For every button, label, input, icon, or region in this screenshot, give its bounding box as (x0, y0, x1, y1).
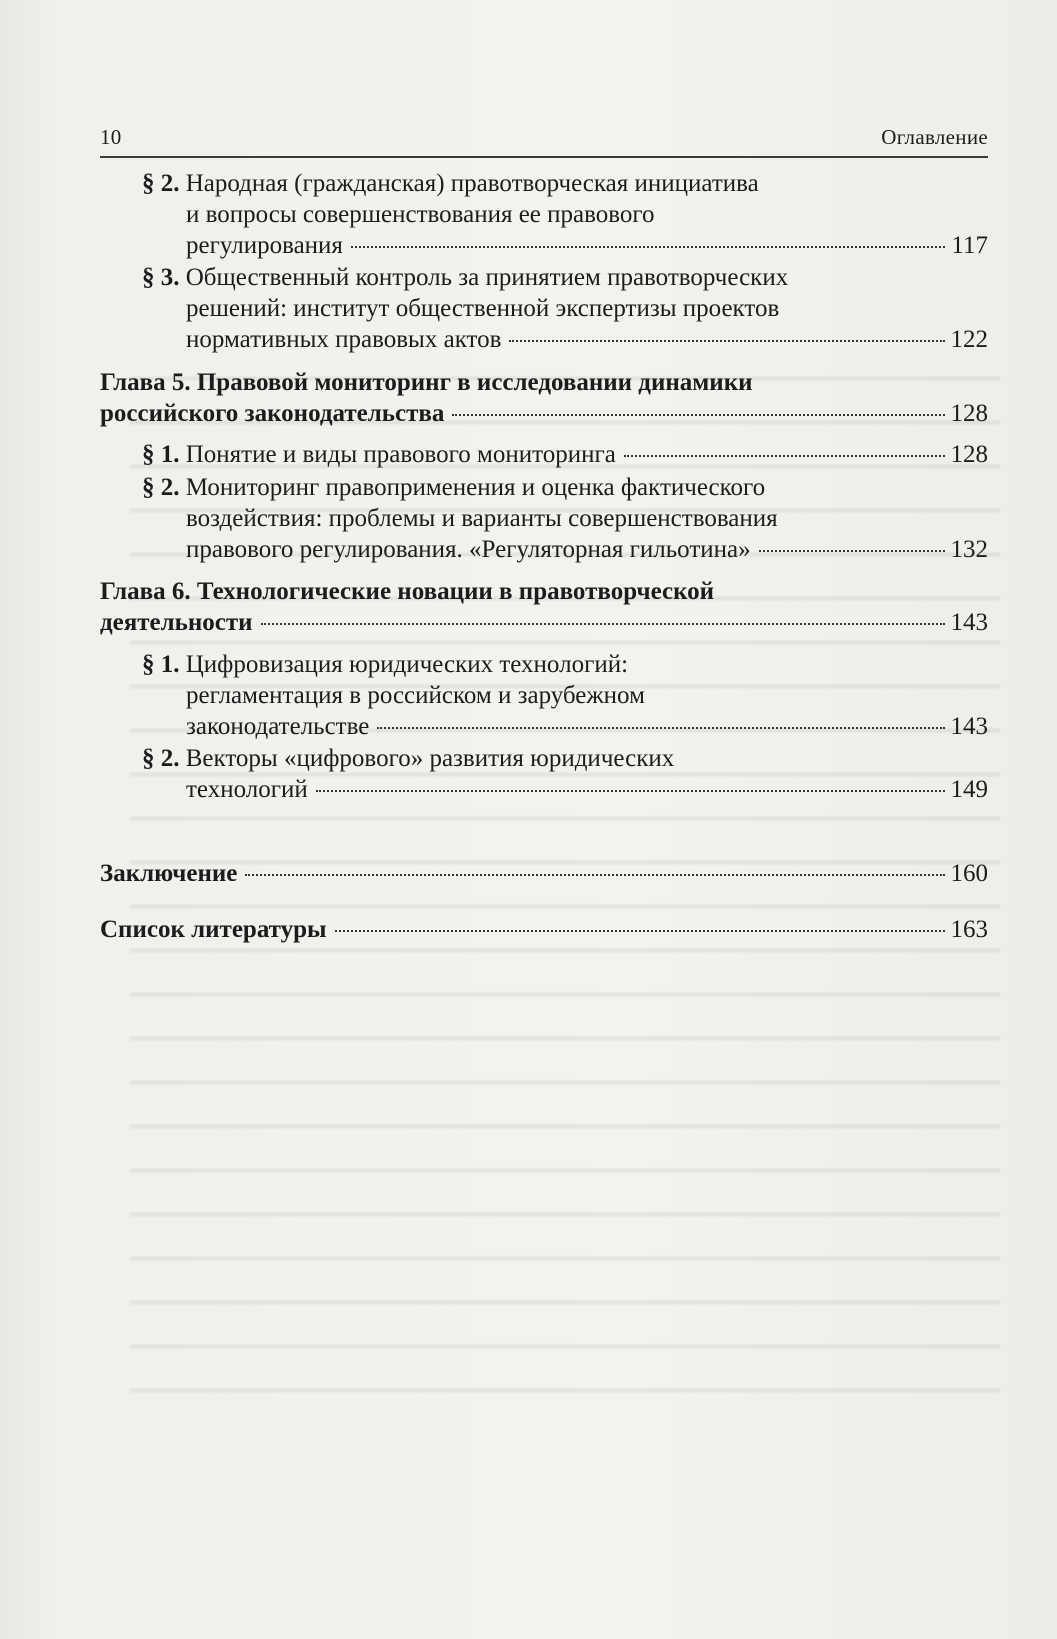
toc-entry-conclusion[interactable] (100, 858, 988, 889)
entry-title-line: и вопросы совершенствования ее правового (186, 201, 655, 228)
entry-title-line: регулирования (186, 232, 343, 259)
entry-page-number: 143 (950, 609, 988, 636)
toc-entry-section-6-2[interactable] (142, 743, 988, 805)
entry-page-number: 132 (950, 536, 988, 563)
toc-entry-section-4-2[interactable] (142, 168, 988, 261)
dot-leader (377, 727, 944, 729)
entry-title-line: законодательстве (186, 713, 370, 740)
entry-title-line: регламентация в российском и зарубежном (186, 682, 645, 709)
entry-title-line: Мониторинг правоприменения и оценка фактического (185, 474, 766, 501)
toc-entry-section-6-1[interactable] (142, 649, 988, 742)
toc-entry-section-5-1[interactable] (142, 439, 988, 470)
entry-title-line: Общественный контроль за принятием правотворческих (185, 264, 789, 291)
dot-leader (261, 623, 945, 625)
section-mark: § 2. (142, 170, 180, 197)
dot-leader (452, 414, 944, 416)
entry-title-line: нормативных правовых актов (186, 326, 502, 353)
entry-title-line: Глава 5. Правовой мониторинг в исследовании динамики (100, 369, 753, 396)
entry-title-line: деятельности (100, 609, 253, 636)
entry-title-line: Заключение (100, 860, 238, 887)
toc-entry-chapter-6[interactable] (100, 576, 988, 638)
entry-title-line: Векторы «цифрового» развития юридических (185, 745, 675, 772)
running-head: Оглавление (881, 125, 988, 149)
entry-title-line: воздействия: проблемы и варианты совершенствования (186, 505, 778, 532)
entry-page-number: 128 (950, 441, 988, 468)
entry-title-line: Народная (гражданская) правотворческая инициатива (185, 170, 759, 197)
page-number: 10 (100, 125, 122, 149)
section-mark: § 1. (142, 441, 180, 468)
entry-title-line: Цифровизация юридических технологий: (185, 651, 629, 678)
section-mark: § 1. (142, 651, 180, 678)
toc-entry-section-5-2[interactable] (142, 472, 988, 565)
entry-title-line: технологий (186, 776, 308, 803)
dot-leader (351, 246, 945, 248)
toc-entry-references[interactable] (100, 914, 988, 945)
dot-leader (245, 874, 944, 876)
entry-page-number: 149 (950, 776, 988, 803)
entry-page-number: 128 (950, 400, 988, 427)
entry-title-line: российского законодательства (100, 400, 445, 427)
page-header (100, 112, 988, 158)
dot-leader (624, 455, 945, 457)
entry-page-number: 143 (950, 713, 988, 740)
entry-title-line: правового регулирования. «Регуляторная гильотина» (186, 536, 751, 563)
entry-title-line: решений: институт общественной экспертизы проектов (186, 295, 780, 322)
dot-leader (759, 550, 945, 552)
entry-page-number: 160 (950, 860, 988, 887)
dot-leader (509, 340, 944, 342)
entry-page-number: 122 (950, 326, 988, 353)
entry-title-line: Глава 6. Технологические новации в правотворческой (100, 578, 715, 605)
section-mark: § 2. (142, 745, 180, 772)
entry-title-line: Список литературы (100, 916, 327, 943)
entry-page-number: 117 (951, 232, 988, 259)
entry-title-line: Понятие и виды правового мониторинга (185, 441, 616, 468)
section-mark: § 3. (142, 264, 180, 291)
dot-leader (335, 930, 945, 932)
toc-entry-section-4-3[interactable] (142, 262, 988, 355)
entry-page-number: 163 (950, 916, 988, 943)
toc-entry-chapter-5[interactable] (100, 367, 988, 429)
section-mark: § 2. (142, 474, 180, 501)
dot-leader (316, 790, 945, 792)
